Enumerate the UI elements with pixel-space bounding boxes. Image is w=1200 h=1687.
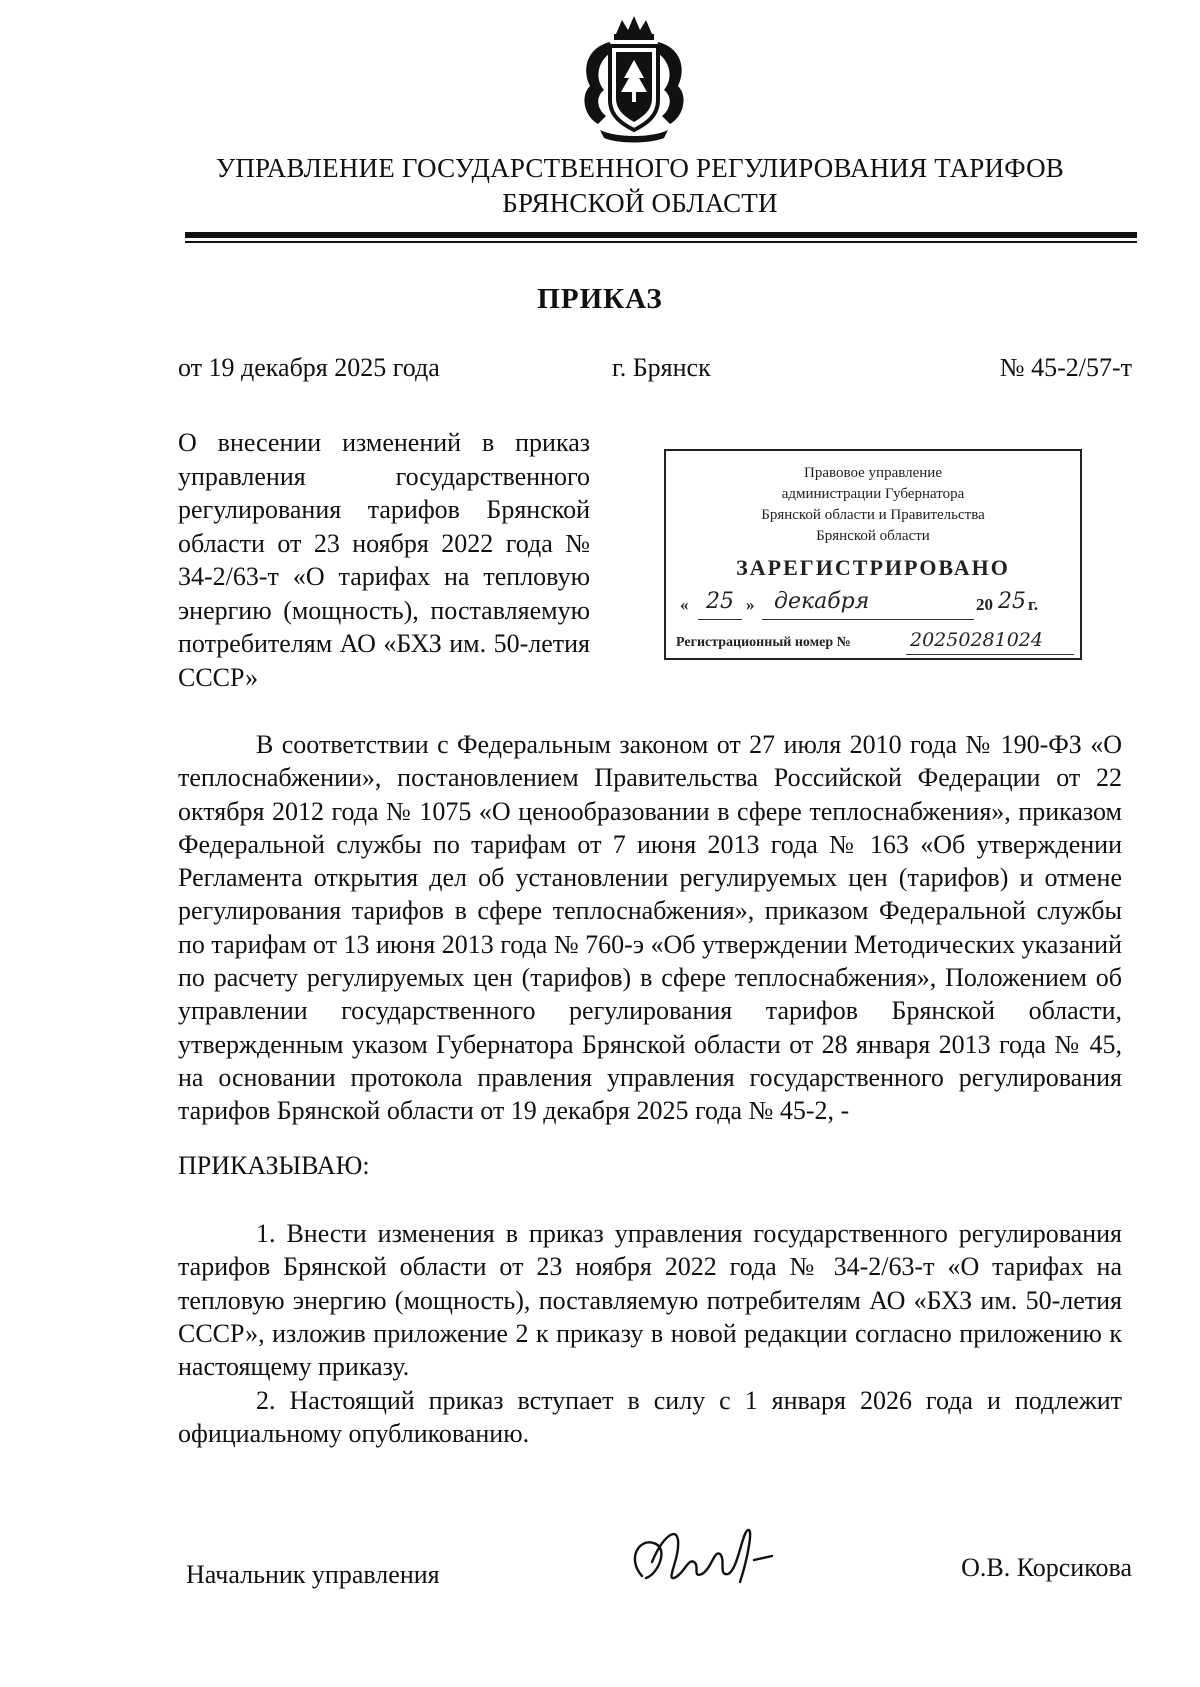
stamp-date-year: 25 [998,589,1026,614]
order-item-1: 1. Внести изменения в приказ управления государственного регулирования тарифов Брянской области от 23 ноября 2022 года № 34-2/63-т «О тарифах на тепловую энергию (мощность), поставляемую потребителям АО «БХЗ им. 50-летия СССР», изложив приложение 2 к приказу в новой редакции согласно приложению к настоящему приказу. [178,1219,1122,1382]
order-item-2: 2. Настоящий приказ вступает в силу с 1 января 2026 года и подлежит официальному опубликованию. [178,1386,1122,1449]
decree-word: ПРИКАЗЫВАЮ: [178,1151,370,1180]
header-rule-thick [185,232,1137,238]
stamp-reg-number: 20250281024 [910,629,1043,651]
stamp-line-4: Брянской области [816,528,930,544]
document-date: от 19 декабря 2025 года [178,353,440,382]
stamp-date-row [666,589,1080,625]
document-city: г. Брянск [612,353,711,382]
header-rule-thin [185,241,1137,243]
signatory-position: Начальник управления [186,1560,440,1589]
stamp-line-3: Брянской области и Правительства [761,507,985,523]
stamp-date-close: » [746,595,755,614]
handwritten-signature [622,1518,792,1598]
stamp-date-year-end: г. [1028,595,1039,614]
stamp-date-month: декабря [774,589,870,614]
coat-of-arms-emblem [576,12,692,144]
stamp-line-1: Правовое управление [804,465,942,481]
stamp-reg-number-label: Регистрационный номер № [676,635,851,650]
stamp-registered-label: ЗАРЕГИСТРИРОВАНО [736,555,1010,580]
organization-name-line2: БРЯНСКОЙ ОБЛАСТИ [502,188,778,218]
stamp-line-2: администрации Губернатора [781,486,965,502]
signatory-name: О.В. Корсикова [961,1553,1132,1582]
document-title: ПРИКАЗ [537,283,663,315]
stamp-day-underline [698,619,742,620]
stamp-number-underline [906,654,1074,655]
registration-stamp [664,449,1082,660]
document-number: № 45-2/57-т [999,353,1132,382]
document-subject: О внесении изменений в приказ управления государственного регулирования тарифов Брянской области от 23 ноября 2022 года № 34-2/63-т «О тарифах на тепловую энергию (мощность), поставляемую потребителям АО «БХЗ им. 50-летия СССР» [178,428,590,692]
basis-paragraph: В соответствии с Федеральным законом от 27 июля 2010 года № 190-ФЗ «О теплоснабжении», постановлением Правительства Российской Федерации от 22 октября 2012 года № 1075 «О ценообразовании в сфере теплоснабжения», приказом Федеральной службы по тарифам от 7 июня 2013 года № 163 «Об утверждении Регламента открытия дел об установлении регулируемых цен (тарифов) и отмене регулирования тарифов в сфере теплоснабжения», приказом Федеральной службы по тарифам от 13 июня 2013 года № 760-э «Об утверждении Методических указаний по расчету регулируемых цен (тарифов) в сфере теплоснабжения», Положением об управлении государственного регулирования тарифов Брянской области, утвержденным указом Губернатора Брянской области от 28 января 2013 года № 45, на основании протокола правления управления государственного регулирования тарифов Брянской области от 19 декабря 2025 года № 45-2, - [178,730,1122,1126]
stamp-reg-number-row [666,629,1080,659]
organization-name-line1: УПРАВЛЕНИЕ ГОСУДАРСТВЕННОГО РЕГУЛИРОВАНИЯ ТАРИФОВ [216,153,1064,183]
stamp-date-day: 25 [706,589,734,614]
stamp-month-underline [762,619,974,620]
stamp-date-open: « [680,595,689,614]
stamp-date-year-prefix: 20 [976,595,993,614]
